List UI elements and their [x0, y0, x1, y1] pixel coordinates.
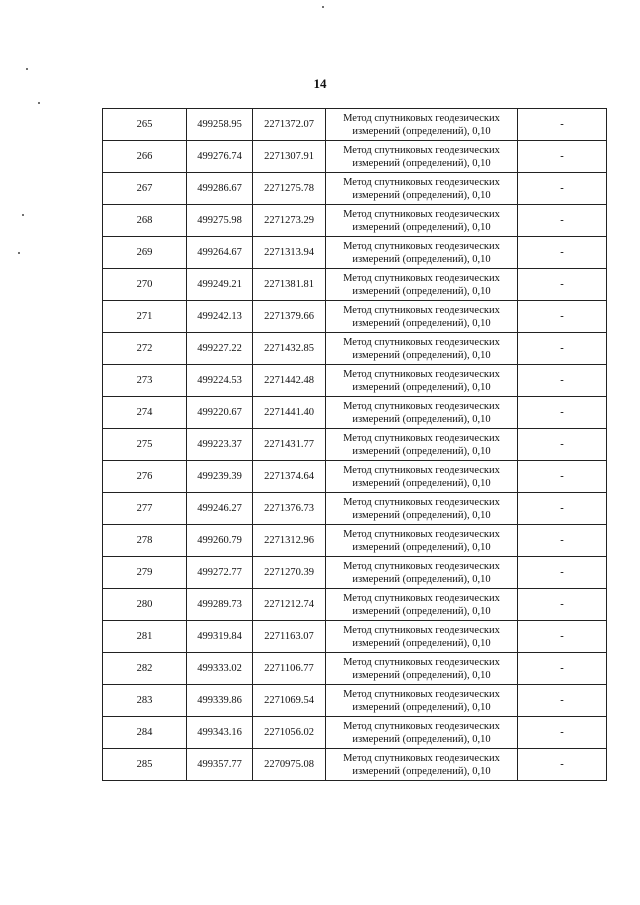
table-row: [103, 141, 607, 173]
y-coordinate-cell: 2271374.64: [253, 461, 326, 493]
table-row: [103, 333, 607, 365]
y-coordinate-cell: 2271307.91: [253, 141, 326, 173]
table-row: [103, 589, 607, 621]
description-cell: -: [518, 397, 607, 429]
method-cell: [326, 685, 518, 717]
method-cell: [326, 717, 518, 749]
method-line-2: измерений (определений), 0,10: [352, 381, 491, 393]
point-number-cell: 283: [103, 685, 187, 717]
table-row: [103, 109, 607, 141]
method-line-2: измерений (определений), 0,10: [352, 445, 491, 457]
method-cell: [326, 749, 518, 781]
description-cell: -: [518, 365, 607, 397]
point-number-cell: 267: [103, 173, 187, 205]
table-row: [103, 557, 607, 589]
method-cell: [326, 301, 518, 333]
point-number-cell: 273: [103, 365, 187, 397]
method-line-1: Метод спутниковых геодезических: [343, 144, 500, 156]
point-number-cell: 270: [103, 269, 187, 301]
method-cell: [326, 141, 518, 173]
method-line-1: Метод спутниковых геодезических: [343, 400, 500, 412]
scan-speck: [38, 102, 40, 104]
description-cell: -: [518, 269, 607, 301]
description-cell: -: [518, 589, 607, 621]
description-cell: -: [518, 557, 607, 589]
method-cell: [326, 557, 518, 589]
description-cell: -: [518, 685, 607, 717]
y-coordinate-cell: 2271275.78: [253, 173, 326, 205]
x-coordinate-cell: 499343.16: [187, 717, 253, 749]
method-line-2: измерений (определений), 0,10: [352, 413, 491, 425]
description-cell: -: [518, 621, 607, 653]
point-number-cell: 269: [103, 237, 187, 269]
method-line-1: Метод спутниковых геодезических: [343, 272, 500, 284]
point-number-cell: 275: [103, 429, 187, 461]
x-coordinate-cell: 499220.67: [187, 397, 253, 429]
y-coordinate-cell: 2271379.66: [253, 301, 326, 333]
method-line-2: измерений (определений), 0,10: [352, 509, 491, 521]
description-cell: -: [518, 493, 607, 525]
method-cell: [326, 333, 518, 365]
point-number-cell: 272: [103, 333, 187, 365]
table-row: [103, 493, 607, 525]
point-number-cell: 278: [103, 525, 187, 557]
method-cell: [326, 653, 518, 685]
point-number-cell: 281: [103, 621, 187, 653]
description-cell: -: [518, 653, 607, 685]
x-coordinate-cell: 499223.37: [187, 429, 253, 461]
description-cell: -: [518, 429, 607, 461]
y-coordinate-cell: 2271069.54: [253, 685, 326, 717]
description-cell: -: [518, 461, 607, 493]
method-line-1: Метод спутниковых геодезических: [343, 688, 500, 700]
coordinates-table-body: [103, 109, 607, 781]
method-line-2: измерений (определений), 0,10: [352, 541, 491, 553]
method-line-1: Метод спутниковых геодезических: [343, 496, 500, 508]
table-row: [103, 269, 607, 301]
method-line-2: измерений (определений), 0,10: [352, 573, 491, 585]
method-line-2: измерений (определений), 0,10: [352, 221, 491, 233]
description-cell: -: [518, 173, 607, 205]
point-number-cell: 279: [103, 557, 187, 589]
y-coordinate-cell: 2271442.48: [253, 365, 326, 397]
point-number-cell: 274: [103, 397, 187, 429]
y-coordinate-cell: 2271056.02: [253, 717, 326, 749]
method-line-1: Метод спутниковых геодезических: [343, 304, 500, 316]
method-line-2: измерений (определений), 0,10: [352, 605, 491, 617]
method-cell: [326, 461, 518, 493]
y-coordinate-cell: 2270975.08: [253, 749, 326, 781]
y-coordinate-cell: 2271270.39: [253, 557, 326, 589]
coordinates-table: [102, 108, 607, 781]
x-coordinate-cell: 499227.22: [187, 333, 253, 365]
method-line-2: измерений (определений), 0,10: [352, 285, 491, 297]
description-cell: -: [518, 301, 607, 333]
method-line-1: Метод спутниковых геодезических: [343, 560, 500, 572]
method-cell: [326, 429, 518, 461]
x-coordinate-cell: 499246.27: [187, 493, 253, 525]
method-line-1: Метод спутниковых геодезических: [343, 656, 500, 668]
method-line-1: Метод спутниковых геодезических: [343, 208, 500, 220]
method-line-2: измерений (определений), 0,10: [352, 701, 491, 713]
x-coordinate-cell: 499275.98: [187, 205, 253, 237]
method-line-1: Метод спутниковых геодезических: [343, 752, 500, 764]
y-coordinate-cell: 2271376.73: [253, 493, 326, 525]
x-coordinate-cell: 499357.77: [187, 749, 253, 781]
x-coordinate-cell: 499224.53: [187, 365, 253, 397]
table-row: [103, 717, 607, 749]
method-cell: [326, 397, 518, 429]
x-coordinate-cell: 499239.39: [187, 461, 253, 493]
table-row: [103, 205, 607, 237]
x-coordinate-cell: 499319.84: [187, 621, 253, 653]
point-number-cell: 268: [103, 205, 187, 237]
method-line-2: измерений (определений), 0,10: [352, 349, 491, 361]
description-cell: -: [518, 141, 607, 173]
method-line-2: измерений (определений), 0,10: [352, 637, 491, 649]
method-line-1: Метод спутниковых геодезических: [343, 112, 500, 124]
description-cell: -: [518, 717, 607, 749]
scan-speck: [18, 252, 20, 254]
scan-speck: [22, 214, 24, 216]
description-cell: -: [518, 749, 607, 781]
table-row: [103, 525, 607, 557]
y-coordinate-cell: 2271441.40: [253, 397, 326, 429]
method-line-1: Метод спутниковых геодезических: [343, 368, 500, 380]
method-line-1: Метод спутниковых геодезических: [343, 176, 500, 188]
y-coordinate-cell: 2271163.07: [253, 621, 326, 653]
point-number-cell: 277: [103, 493, 187, 525]
table-row: [103, 621, 607, 653]
method-line-1: Метод спутниковых геодезических: [343, 336, 500, 348]
y-coordinate-cell: 2271273.29: [253, 205, 326, 237]
method-cell: [326, 525, 518, 557]
y-coordinate-cell: 2271106.77: [253, 653, 326, 685]
table-row: [103, 397, 607, 429]
point-number-cell: 282: [103, 653, 187, 685]
method-line-2: измерений (определений), 0,10: [352, 669, 491, 681]
method-cell: [326, 589, 518, 621]
table-row: [103, 461, 607, 493]
scan-speck: [322, 6, 324, 8]
x-coordinate-cell: 499286.67: [187, 173, 253, 205]
method-cell: [326, 621, 518, 653]
x-coordinate-cell: 499289.73: [187, 589, 253, 621]
description-cell: -: [518, 333, 607, 365]
x-coordinate-cell: 499333.02: [187, 653, 253, 685]
x-coordinate-cell: 499260.79: [187, 525, 253, 557]
method-line-2: измерений (определений), 0,10: [352, 253, 491, 265]
method-line-2: измерений (определений), 0,10: [352, 733, 491, 745]
method-line-2: измерений (определений), 0,10: [352, 477, 491, 489]
method-cell: [326, 109, 518, 141]
description-cell: -: [518, 205, 607, 237]
method-cell: [326, 365, 518, 397]
method-line-2: измерений (определений), 0,10: [352, 157, 491, 169]
y-coordinate-cell: 2271313.94: [253, 237, 326, 269]
table-row: [103, 653, 607, 685]
y-coordinate-cell: 2271432.85: [253, 333, 326, 365]
scan-speck: [26, 68, 28, 70]
table-row: [103, 237, 607, 269]
method-cell: [326, 269, 518, 301]
method-cell: [326, 237, 518, 269]
method-line-2: измерений (определений), 0,10: [352, 189, 491, 201]
y-coordinate-cell: 2271381.81: [253, 269, 326, 301]
method-line-1: Метод спутниковых геодезических: [343, 624, 500, 636]
point-number-cell: 280: [103, 589, 187, 621]
table-row: [103, 685, 607, 717]
x-coordinate-cell: 499339.86: [187, 685, 253, 717]
x-coordinate-cell: 499258.95: [187, 109, 253, 141]
method-line-1: Метод спутниковых геодезических: [343, 720, 500, 732]
x-coordinate-cell: 499264.67: [187, 237, 253, 269]
method-cell: [326, 205, 518, 237]
page-number: 14: [313, 76, 327, 91]
y-coordinate-cell: 2271431.77: [253, 429, 326, 461]
method-cell: [326, 173, 518, 205]
method-line-1: Метод спутниковых геодезических: [343, 432, 500, 444]
table-row: [103, 429, 607, 461]
description-cell: -: [518, 237, 607, 269]
point-number-cell: 265: [103, 109, 187, 141]
y-coordinate-cell: 2271312.96: [253, 525, 326, 557]
method-line-1: Метод спутниковых геодезических: [343, 240, 500, 252]
method-line-1: Метод спутниковых геодезических: [343, 528, 500, 540]
point-number-cell: 266: [103, 141, 187, 173]
method-line-1: Метод спутниковых геодезических: [343, 464, 500, 476]
y-coordinate-cell: 2271372.07: [253, 109, 326, 141]
method-line-2: измерений (определений), 0,10: [352, 317, 491, 329]
table-row: [103, 749, 607, 781]
method-line-1: Метод спутниковых геодезических: [343, 592, 500, 604]
method-line-2: измерений (определений), 0,10: [352, 125, 491, 137]
method-line-2: измерений (определений), 0,10: [352, 765, 491, 777]
method-cell: [326, 493, 518, 525]
description-cell: -: [518, 109, 607, 141]
point-number-cell: 276: [103, 461, 187, 493]
table-row: [103, 301, 607, 333]
table-row: [103, 173, 607, 205]
table-row: [103, 365, 607, 397]
x-coordinate-cell: 499276.74: [187, 141, 253, 173]
x-coordinate-cell: 499249.21: [187, 269, 253, 301]
point-number-cell: 271: [103, 301, 187, 333]
description-cell: -: [518, 525, 607, 557]
point-number-cell: 284: [103, 717, 187, 749]
x-coordinate-cell: 499242.13: [187, 301, 253, 333]
point-number-cell: 285: [103, 749, 187, 781]
x-coordinate-cell: 499272.77: [187, 557, 253, 589]
y-coordinate-cell: 2271212.74: [253, 589, 326, 621]
